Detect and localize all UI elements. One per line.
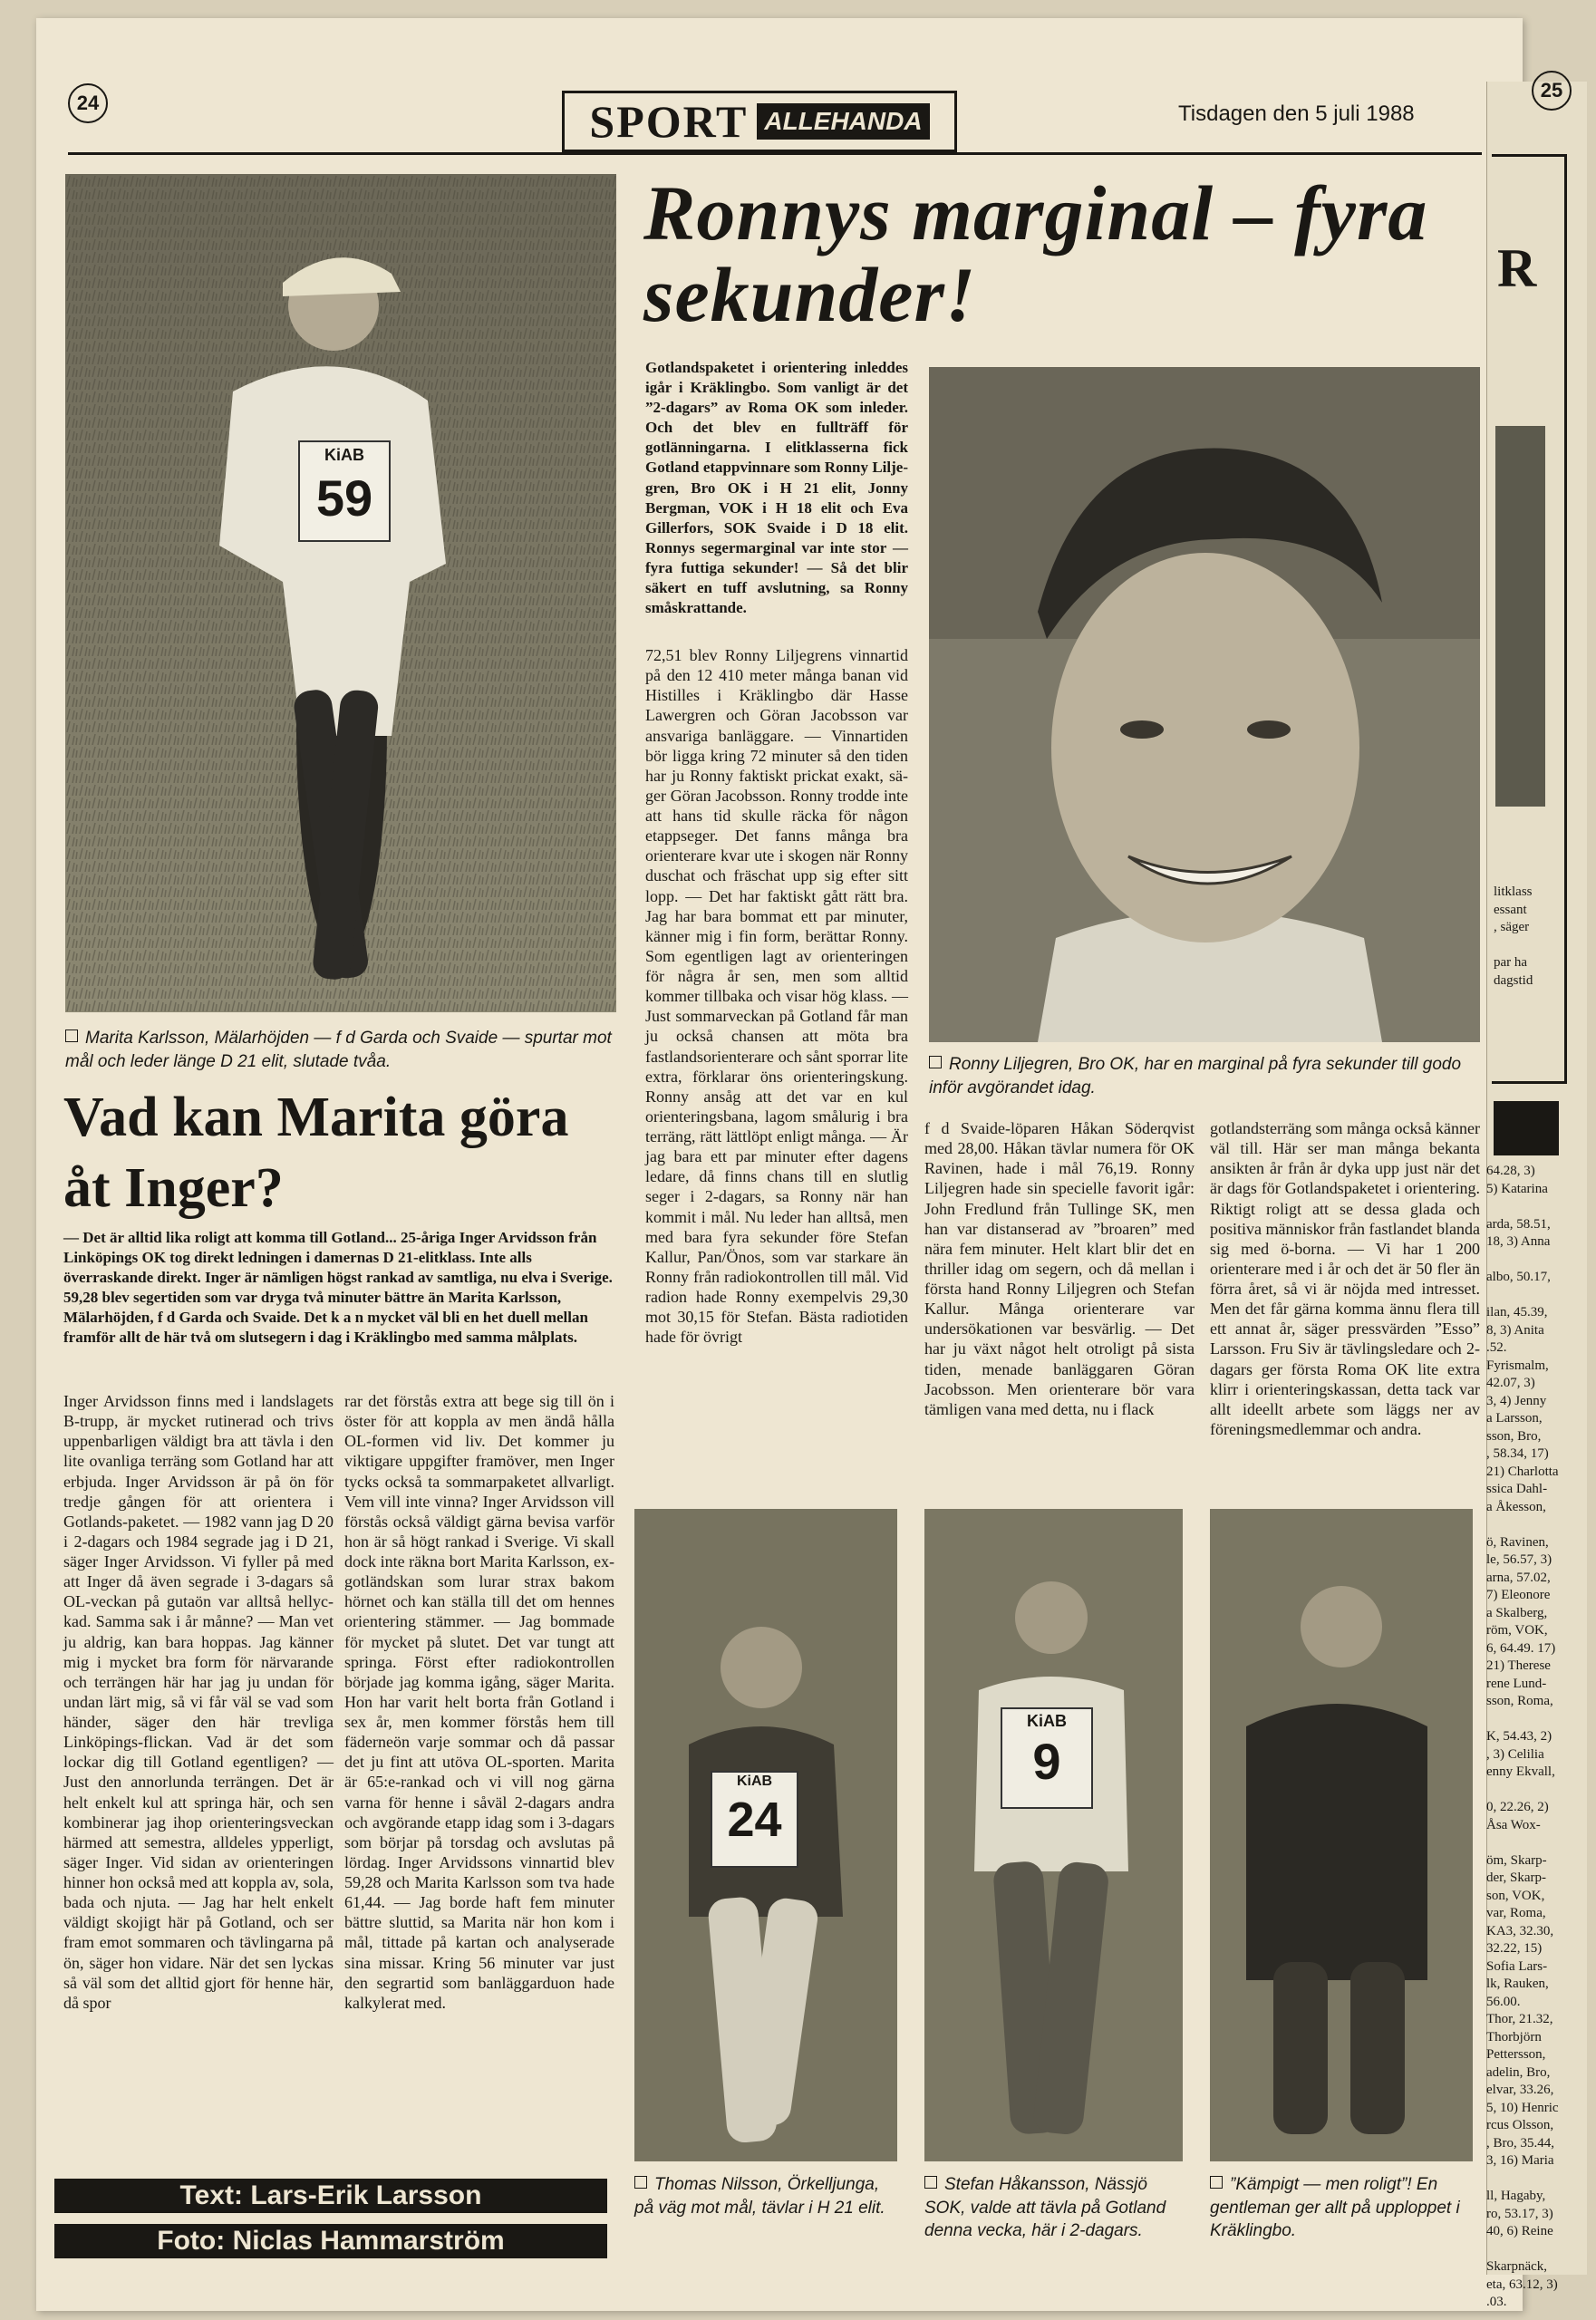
adjacent-result-line: .03. [1486,2295,1507,2309]
adjacent-result-line: 5) Katarina [1486,1181,1548,1196]
caption-box-icon [634,2176,647,2189]
body-right-col2: f d Svaide-löparen Håkan Söderqvist med 28,00. Håkan tävlar numera för OK Ravinen, hade i mål 76,19. Ronny Liljegren hade sin specielle favorit igår: John Fredlund från Tullinge SK, men han var distanserad av ”broaren” med nära fem minuter. Helt klart blir det en thriller idag om segern, och då mellan i första hand Ronny Liljegren och Stefan Kallur. Många orienterare var undersökationen var besvärlig. — Det har ju växt något helt otroligt på sista tiden, menade banläggaren Göran Jacobsson. Men orienterare bör vara tämligen vana med detta, nu i flack [924,1119,1195,1418]
lead-marita-inger: — Det är alltid lika roligt att komma till Gotland... 25-åriga Inger Arvidsson från Linköpings OK tog direkt ledningen i damernas D 21-elitklass. Inte alls överraskande direkt. Inger är nämligen högst rankad av samtliga, nu elva i Sverige. 59,28 blev segertiden som var dryga två minuter bättre än Marita Karlsson, Mälarhöjden, f d Garda och Svaide. Det k a n mycket väl bli en het duell mellan framför allt de här två om slutsegern i dag i Kräklingbo med samma målplats. [63,1229,613,1347]
adjacent-results-list [1486,1163,1563,2312]
body-right-col1: 72,51 blev Ronny Liljegrens vinnartid på den 12 410 meter många banan vid Histilles i Kräklingbo där Hasse Lawergren och Göran Jacobsson var ansvariga banläggare. — Vinnartiden bör ligga kring 72 minuter så den tiden har ju Ronny faktiskt prickat exakt, säger Göran Jacobsson. Ronny trodde inte att hans tid skulle räcka för någon etappseger. Det fanns många bra orienterare kvar ute i skogen när Ronny duschat och fräschat upp sig efter sitt lopp. — Det har faktiskt gått rätt bra. Jag har bara bommat ett par minuter, känner mig i fin form, berättar Ronny. Som egentligen lagt av orienteringen för några år sen, men som alltid kommer tillbaka och visar hög klass. — Just sommarveckan på Gotland får man ju också chansen att möta bra fastlandsorienterare och sånt sporrar lite extra, förklarar öns orienteringskung. Ronny ansåg att det var en kul orienteringsbana, lagom smålurig i bra terräng, rätt lättlöpt enligt många. — Är jag bara ett par minuter efter dagens ledare, då finns chans till en slutlig seger i 2-dagars, sa Ronny när han kommit i mål. Nu leder han alltså, men med bara fyra sekunder före Stefan Kallur, Pan/Önos, som var starkare än Ronny från radiokontrollen till mål. Vid radion hade Ronny exempelvis 29,30 mot 30,15 för Stefan. Bästa radiotiden hade för övrigt [645,646,908,1347]
adjacent-result-line: Thor, 21.32, [1486,2012,1553,2026]
adjacent-result-line: ilan, 45.39, [1486,1305,1548,1320]
adjacent-result-line: , 3) Celilia [1486,1746,1544,1762]
adjacent-result-line: 6, 64.49. 17) [1486,1640,1556,1656]
adjacent-result-line: sson, Roma, [1486,1694,1553,1708]
adjacent-result-line: enny Ekvall, [1486,1764,1555,1779]
adjacent-box-text-line: dagstid [1494,972,1533,988]
bib-number-thomas: 24 [727,1793,782,1847]
adjacent-result-line: K, 54.43, 2) [1486,1729,1552,1744]
adjacent-result-line: ssica Dahl- [1486,1482,1548,1496]
bib-sponsor-thomas: KiAB [736,1774,773,1789]
adjacent-result-line [1486,1834,1563,1852]
adjacent-result-line: a Larsson, [1486,1411,1543,1426]
bib-number-marita: 59 [315,469,373,527]
adjacent-result-line: son, VOK, [1486,1888,1545,1903]
adjacent-result-line: Pettersson, [1486,2047,1546,2062]
caption-thomas [634,2173,897,2219]
lead-ronny: Gotlandspaketet i orientering inleddes igår i Kräklingbo. Som vanligt är det ”2-dagars” av Roma OK som inleder. Och det blev en fullträff för gotlänningarna. I elitklasserna fick Gotland etappvinnare som Ronny Liljegren, Bro OK i H 21 elit, Jonny Bergman, VOK i H 18 elit och Eva Gillerfors, SOK Svaide i D 18 elit. Ronnys segermarginal var inte stor — fyra futtiga sekunder! — Så det blir säkert en tuff avslutning, sa Ronny småskrattande. [645,359,908,617]
bib-sponsor-stefan: KiAB [1027,1712,1067,1730]
bib-number-stefan: 9 [1032,1733,1061,1790]
adjacent-result-line: 7) Eleonore [1486,1588,1551,1602]
adjacent-result-line: Åsa Wox- [1486,1817,1541,1832]
adjacent-result-line: rcus Olsson, [1486,2118,1554,2132]
adjacent-result-line: lk, Rauken, [1486,1977,1549,1991]
caption-kampigt [1210,2173,1477,2243]
byline-photo: Foto: Niclas Hammarström [54,2224,607,2258]
adjacent-result-line: 3, 16) Maria [1486,2153,1554,2168]
adjacent-result-line: 3, 4) Jenny [1486,1393,1547,1408]
adjacent-result-line: le, 56.57, 3) [1486,1552,1552,1567]
adjacent-result-line [1486,1287,1563,1305]
adjacent-result-line: ö, Ravinen, [1486,1534,1549,1550]
caption-stefan-text: Stefan Håkansson, Nässjö SOK, valde att tävla på Gotland denna vecka, här i 2-dagars. [924,2175,1166,2241]
page-number-left: 24 [68,83,108,123]
masthead-allehanda: ALLEHANDA [757,103,929,140]
adjacent-result-line: albo, 50.17, [1486,1270,1551,1284]
adjacent-results-header [1494,1101,1559,1155]
masthead-sport: SPORT [589,96,749,147]
photo-ronny-portrait [929,367,1480,1042]
photo-stefan-hakansson [924,1509,1183,2161]
caption-box-icon [924,2176,937,2189]
adjacent-result-line: rene Lund- [1486,1676,1547,1691]
adjacent-box-text-line: par ha [1494,955,1528,970]
adjacent-result-line: , Bro, 35.44, [1486,2135,1554,2151]
adjacent-result-line: 56.00. [1486,1994,1521,2009]
caption-marita [65,1027,616,1073]
page-number-right: 25 [1532,71,1572,111]
adjacent-box-text-line [1494,937,1562,955]
adjacent-photo [1495,426,1545,807]
caption-box-icon [65,1030,78,1042]
body-left-col2: rar det förstås extra att bege sig till ön i öster för att koppla av men ändå hålla OL-formen vid liv. Det kommer ju viktigare uppgifter framöver, men Inger tycks också ta sommarpaketet allvarligt. Vem vill inte vinna? Inger Arvidsson vill förstås också väldigt gärna bevisa varför hon är så högt rankad i Sverige. Vi skall dock inte räkna bort Marita Karlsson, ex-gotländskan som lurar strax bakom hörnet och kan ställa till det om hennes orientering stämmer. — Jag bommade för mycket på slutet. Det var tungt att springa. Först efter radiokontrollen började jag komma igång, säger Marita. Hon har varit helt borta från Gotland i sex år, men kommer förstås hem till fäderneön varje sommar och då passar det ju fint att utöva OL-sporten. Marita är 65:e-rankad och vi vill nog gärna varna för henne i såväl 2-dagars andra och avgörande etapp idag som i 3-dagars som börjar på torsdag och avslutas på lördag. Inger Arvidssons vinnartid blev 59,28 och Marita Karlsson som tva hade 61,44. — Jag borde haft fem minuter bättre sluttid, sa Marita när hon kom i mål, tittade på kartan och analyserade sina missar. Kring 56 minuter var just den segrartid som banläggarduon hade kalkylerat med. [344,1392,614,2012]
adjacent-result-line: 18, 3) Anna [1486,1234,1551,1249]
caption-box-icon [1210,2176,1223,2189]
adjacent-result-line: der, Skarp- [1486,1870,1547,1885]
adjacent-box-text-line: essant [1494,902,1527,917]
bib-sponsor-marita: KiAB [324,446,364,464]
adjacent-result-line: ll, Hagaby, [1486,2189,1546,2203]
photo-gentleman-runner [1210,1509,1473,2161]
adjacent-result-line: Fyrismalm, [1486,1358,1549,1373]
adjacent-result-line: Thorbjörn [1486,2029,1542,2044]
caption-ronny [929,1053,1482,1099]
adjacent-result-line [1486,1516,1563,1534]
adjacent-result-line: Sofia Lars- [1486,1958,1548,1974]
adjacent-result-line: 0, 22.26, 2) [1486,1800,1549,1814]
byline-text: Text: Lars-Erik Larsson [54,2179,607,2213]
adjacent-box-text [1494,884,1562,990]
adjacent-result-line: sson, Bro, [1486,1428,1542,1444]
adjacent-result-line: 32.22, 15) [1486,1941,1543,1956]
adjacent-box-text-line: , säger [1494,920,1530,934]
masthead [562,91,957,152]
adjacent-result-line [1486,1711,1563,1729]
body-left-col1: Inger Arvidsson finns med i landslagets B-trupp, är mycket rutinerad och trivs uppenbarligen väldigt bra att tävla i den lite ovanliga terräng som Gotland har att erbjuda. Inger Arvidsson är på ön för tredje gången för att orientera i Gotlands-paketet. — 1982 vann jag D 20 i 2-dagars och 1984 segrade jag i D 21, säger Inger Arvidsson. Vi fyller på med att Inger då även segrade i 3-dagars så OL-veckan på gutaön var alltså hellyckad. Samma sak i år månne? — Man vet ju aldrig, kan bara hoppas. Jag känner mig i mycket bra form för närvarande och terrängen här har jag ju undan för undan lärt mig, så vi får väl se vad som händer, säger den här trevliga Linköpings-flickan. Vad är det som lockar dig till Gotland egentligen? — Just den annorlunda terrängen. Det är helt enkelt kul att springa här, och sen kombinerar jag ihop orienteringsveckan härmed att semestra, alldeles ypperligt, säger Inger. Vid sidan av orienteringen hinner hon också med att koppla av, sola, bada och njuta. — Jag har helt enkelt väldigt skojigt här på Gotland, och ser fram emot sommaren och tävlingarna på ön, säger hon vidare. När det sen lyckas så väl som det alltid gjort för henne här, då spor [63,1392,334,2012]
adjacent-result-line: 64.28, 3) [1486,1164,1535,1178]
adjacent-result-line: 40, 6) Reine [1486,2224,1553,2238]
adjacent-result-line: 8, 3) Anita [1486,1322,1544,1338]
adjacent-result-line: öm, Skarp- [1486,1852,1547,1868]
adjacent-result-line: var, Roma, [1486,1906,1546,1920]
adjacent-result-line: , 58.34, 17) [1486,1446,1549,1461]
issue-date: Tisdagen den 5 juli 1988 [1178,102,1415,126]
adjacent-result-line: 5, 10) Henric [1486,2100,1559,2115]
adjacent-result-line: KA3, 32.30, [1486,1923,1554,1938]
adjacent-result-line [1486,2170,1563,2189]
adjacent-headline-letter: R [1497,238,1537,298]
headline-marita-inger: Vad kan Marita göra åt Inger? [63,1087,569,1219]
adjacent-result-line: 21) Charlotta [1486,1464,1559,1479]
caption-stefan [924,2173,1187,2243]
adjacent-result-line: .52. [1486,1340,1507,1355]
adjacent-result-line: röm, VOK, [1486,1623,1548,1638]
caption-kampigt-text: ”Kämpigt — men roligt”! En gentleman ger allt på upploppet i Kräklingbo. [1210,2175,1460,2241]
adjacent-box-text-line: litklass [1494,884,1533,899]
adjacent-result-line: adelin, Bro, [1486,2064,1551,2080]
masthead-rule [68,152,1482,155]
adjacent-result-line: Skarpnäck, [1486,2259,1548,2274]
adjacent-result-line [1486,1198,1563,1216]
photo-marita-running [65,174,616,1012]
main-headline: Ronnys marginal – fyra sekunder! [643,169,1428,339]
adjacent-result-line: elvar, 33.26, [1486,2083,1554,2097]
adjacent-result-line: ro, 53.17, 3) [1486,2206,1553,2221]
caption-marita-text: Marita Karlsson, Mälarhöjden — f d Garda och Svaide — spurtar mot mål och leder länge D 21 elit, slutade tvåa. [65,1029,612,1071]
adjacent-result-line [1486,2241,1563,2259]
photo-thomas-nilsson [634,1509,897,2161]
adjacent-result-line: 21) Therese [1486,1658,1551,1673]
adjacent-result-line: a Skalberg, [1486,1605,1548,1620]
body-right-col3: gotlandsterräng som många också känner väl till. Här ser man många bekanta ansikten år från år dyka upp just när det är dags för Gotlandspaketet i orientering. Riktigt roligt att se dessa glada och positiva människor från fastlandet blanda sig med ö-borna. — Vi har 1 200 orienterare med i år och det är 50 fler än förra året, så vi är nöjda med intresset. Men det får gärna komma ännu flera till ett annat år, säger pressvärden ”Esso” Larsson. Fru Siv är tävlingsledare och 2-dagars ger första Roma OK lite extra klirr i orienteringskassan, detta tack var allt ideellt arbete som läggs ner av föreningsmedlemmar och andra. [1210,1119,1480,1438]
adjacent-result-line: arda, 58.51, [1486,1216,1551,1232]
caption-box-icon [929,1056,942,1068]
adjacent-result-line: eta, 63.12, 3) [1486,2276,1558,2292]
adjacent-result-line [1486,1252,1563,1270]
caption-thomas-text: Thomas Nilsson, Örkelljunga, på väg mot mål, tävlar i H 21 elit. [634,2175,885,2218]
caption-ronny-text: Ronny Liljegren, Bro OK, har en marginal på fyra sekunder till godo inför avgörandet idag. [929,1055,1462,1097]
adjacent-result-line: a Åkesson, [1486,1499,1546,1514]
adjacent-result-line [1486,1782,1563,1800]
adjacent-result-line: arna, 57.02, [1486,1570,1551,1585]
adjacent-result-line: 42.07, 3) [1486,1376,1535,1390]
